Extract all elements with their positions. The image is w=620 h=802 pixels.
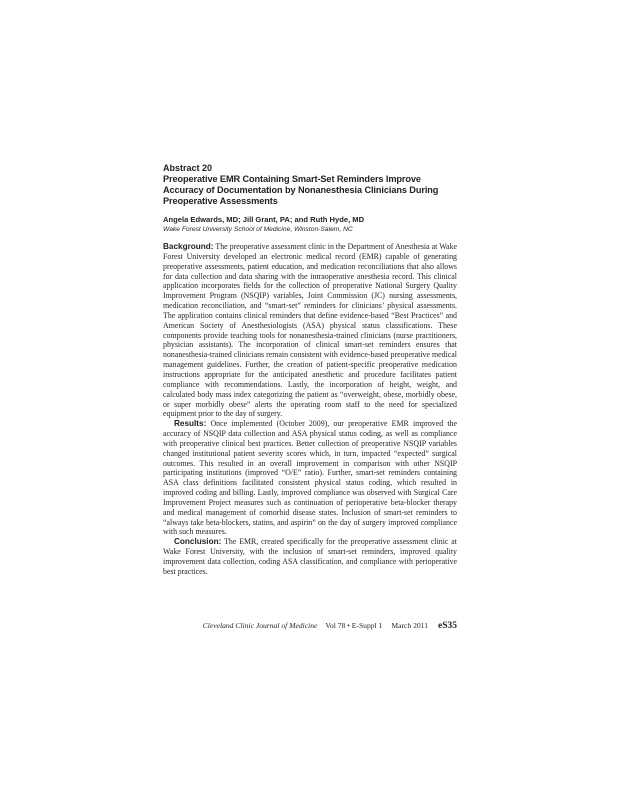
background-paragraph bbox=[163, 242, 457, 419]
conclusion-text: The EMR, created specifically for the preoperative assessment clinic at Wake Forest University, with the inclusion of smart-set reminders, improved quality improvement data collection, coding ASA classification, and compliance with perioperative best practices. bbox=[163, 537, 457, 576]
authors: Angela Edwards, MD; Jill Grant, PA; and Ruth Hyde, MD bbox=[163, 215, 365, 224]
results-text: Once implemented (October 2009), our preoperative EMR improved the accuracy of NSQIP data collection and ASA physical status coding, as well as compliance with preoperative clinical best practices. Better collection of preoperative NSQIP variables changed institutional patient severity scores which, in turn, impacted “expected” surgical outcomes. This resulted in an overall improvement in comparison with other NSQIP participating institutions (improved “O/E” ratio). Further, smart-set reminders containing ASA class definitions facilitated consistent physical status coding, which resulted in improved coding and billing. Lastly, improved compliance was observed with Surgical Care Improvement Project measures such as continuation of perioperative beta-blocker therapy and medical management of comorbid disease states. Inclusion of smart-set reminders to “always take beta-blockers, statins, and aspirin” on the day of surgery improved compliance with such measures. bbox=[163, 419, 457, 537]
page-number: eS35 bbox=[438, 621, 457, 631]
background-text: The preoperative assessment clinic in the Department of Anesthesia at Wake Forest University developed an electronic medical record (EMR) capable of generating preoperative assessments, patient education, and medication reconciliations that also allows for data collection and data sharing with the intraoperative anesthesia record. This clinical application incorporates fields for the collection of preoperative National Surgery Quality Improvement Program (NSQIP) variables, Joint Commission (JC) nursing assessments, medication reconciliation, and “smart-set” reminders for clinicians’ physical assessments. The application contains clinical reminders that define evidence-based “Best Practices” and American Society of Anesthesiologists (ASA) physical status classifications. These components provide teaching tools for nonanesthesia-trained clinicians (nurse practitioners, physician assistants). The incorporation of clinical smart-set reminders ensures that nonanesthesia-trained clinicians remain consistent with evidence-based preoperative medical management guidelines. Further, the creation of patient-specific preoperative medication instructions appropriate for the anticipated anesthetic and procedure facilitates patient compliance with recommendations. Lastly, the incorporation of height, weight, and calculated body mass index categorizing the patient as “overweight, obese, morbidly obese, or super morbidly obese” alerts the operating room staff to the need for specialized equipment prior to the day of surgery. bbox=[163, 242, 457, 419]
affiliation: Wake Forest University School of Medicine, Winston-Salem, NC bbox=[163, 226, 353, 233]
results-label: Results: bbox=[174, 419, 207, 429]
journal-volume: Vol 78 • E-Suppl 1 bbox=[325, 621, 383, 630]
abstract-number: Abstract 20 bbox=[163, 163, 213, 173]
issue-date: March 2011 bbox=[391, 621, 428, 630]
conclusion-label: Conclusion: bbox=[174, 537, 222, 547]
page-footer bbox=[163, 621, 457, 631]
journal-name: Cleveland Clinic Journal of Medicine bbox=[202, 621, 318, 630]
abstract bbox=[163, 163, 457, 577]
results-paragraph bbox=[163, 419, 457, 537]
abstract-title: Preoperative EMR Containing Smart-Set Reminders Improve Accuracy of Documentation by Nonanesthesia Clinicians During Preoperative Assessments bbox=[163, 174, 439, 206]
conclusion-paragraph bbox=[163, 537, 457, 576]
background-label: Background: bbox=[163, 242, 214, 251]
